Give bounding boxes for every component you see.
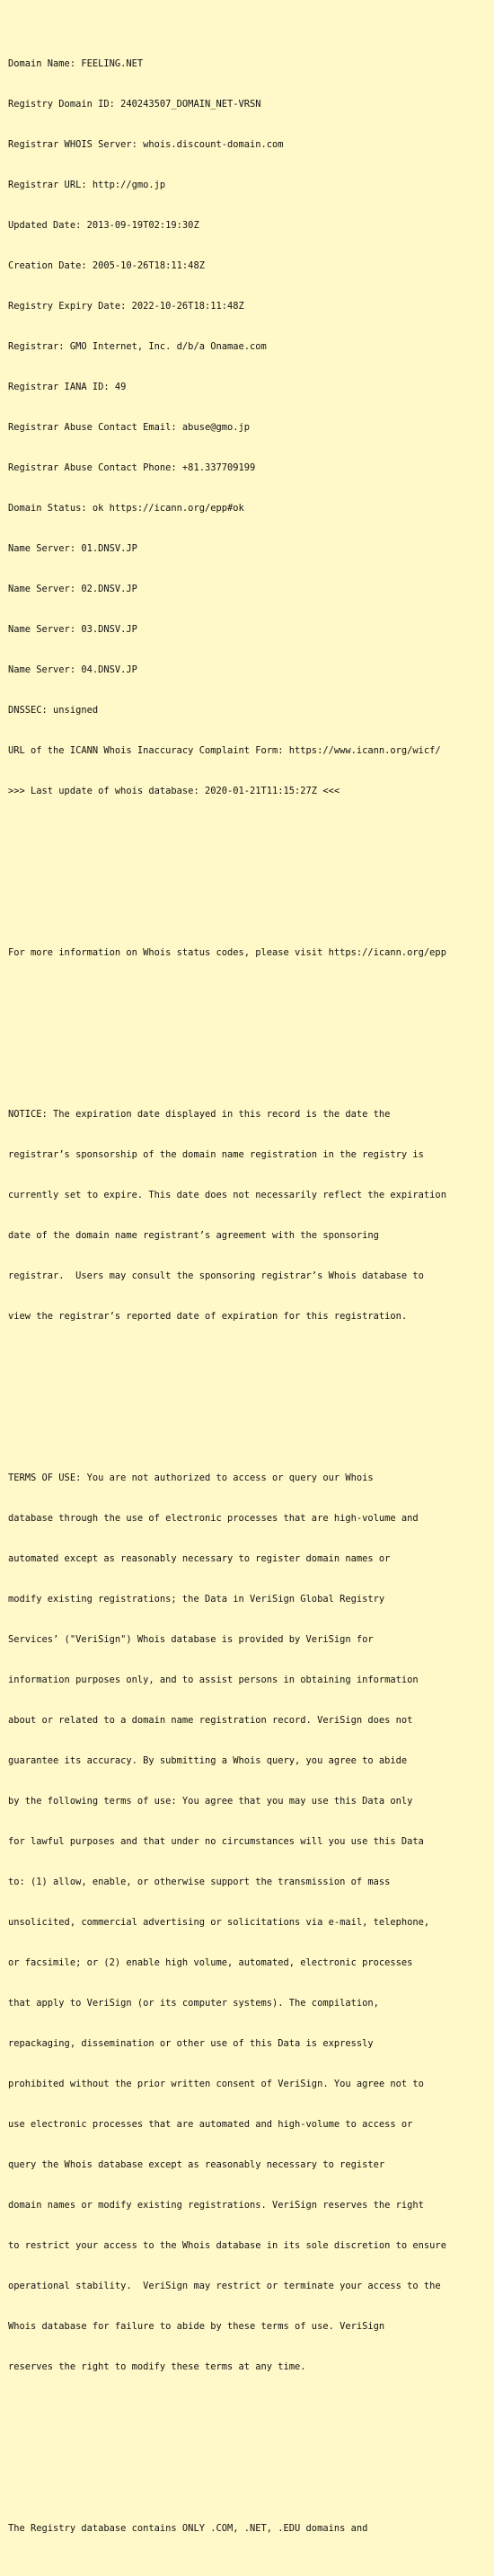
creation-date-line: Creation Date: 2005-10-26T18:11:48Z xyxy=(8,260,205,271)
notice-line: currently set to expire. This date does not necessarily reflect the expiration xyxy=(8,1190,446,1200)
terms-line: prohibited without the prior written consent of VeriSign. You agree not to xyxy=(8,2079,424,2089)
notice-line: registrar. Users may consult the sponsoring registrar’s Whois database to xyxy=(8,1270,424,1281)
terms-line: modify existing registrations; the Data in VeriSign Global Registry xyxy=(8,1594,385,1605)
abuse-contact-phone-line: Registrar Abuse Contact Phone: +81.337709199 xyxy=(8,462,256,473)
registry-scope-line: The Registry database contains ONLY .COM, .NET, .EDU domains and xyxy=(8,2523,368,2534)
terms-line: automated except as reasonably necessary to register domain names or xyxy=(8,1553,391,1564)
name-server-line: Name Server: 01.DNSV.JP xyxy=(8,543,137,554)
registrar-iana-id-line: Registrar IANA ID: 49 xyxy=(8,382,127,392)
dnssec-line: DNSSEC: unsigned xyxy=(8,705,99,716)
terms-of-use-block xyxy=(8,1445,494,2401)
terms-line: Whois database for failure to abide by these terms of use. VeriSign xyxy=(8,2321,385,2332)
name-server-line: Name Server: 04.DNSV.JP xyxy=(8,664,137,675)
notice-block xyxy=(8,1081,494,1350)
registry-expiry-date-line: Registry Expiry Date: 2022-10-26T18:11:48Z xyxy=(8,301,244,312)
registry-domain-id-line: Registry Domain ID: 240243507_DOMAIN_NET-VRSN xyxy=(8,99,261,110)
terms-line: by the following terms of use: You agree that you may use this Data only xyxy=(8,1796,413,1807)
registrar-whois-server-line: Registrar WHOIS Server: whois.discount-domain.com xyxy=(8,139,284,150)
abuse-contact-email-line: Registrar Abuse Contact Email: abuse@gmo.jp xyxy=(8,422,250,433)
terms-line: for lawful purposes and that under no circumstances will you use this Data xyxy=(8,1836,424,1847)
name-server-line: Name Server: 02.DNSV.JP xyxy=(8,584,137,594)
last-update-line: >>> Last update of whois database: 2020-01-21T11:15:27Z <<< xyxy=(8,786,340,796)
terms-line: about or related to a domain name registration record. VeriSign does not xyxy=(8,1715,413,1726)
terms-line: use electronic processes that are automated and high-volume to access or xyxy=(8,2119,413,2130)
terms-line: operational stability. VeriSign may restrict or terminate your access to the xyxy=(8,2281,441,2291)
registrar-line: Registrar: GMO Internet, Inc. d/b/a Onamae.com xyxy=(8,341,267,352)
terms-line: unsolicited, commercial advertising or solicitations via e-mail, telephone, xyxy=(8,1917,430,1928)
blank-line xyxy=(8,1027,494,1041)
registration-record-block xyxy=(8,31,494,825)
terms-line: database through the use of electronic processes that are high-volume and xyxy=(8,1513,419,1524)
updated-date-line: Updated Date: 2013-09-19T02:19:30Z xyxy=(8,220,199,231)
terms-line: to restrict your access to the Whois database in its sole discretion to ensure xyxy=(8,2240,446,2251)
notice-line: registrar’s sponsorship of the domain name registration in the registry is xyxy=(8,1149,424,1160)
blank-line xyxy=(8,866,494,879)
terms-line: guarantee its accuracy. By submitting a Whois query, you agree to abide xyxy=(8,1755,408,1766)
terms-line: domain names or modify existing registrations. VeriSign reserves the right xyxy=(8,2200,424,2211)
terms-line: to: (1) allow, enable, or otherwise support the transmission of mass xyxy=(8,1877,391,1887)
terms-line: Services’ ("VeriSign") Whois database is provided by VeriSign for xyxy=(8,1634,374,1645)
terms-line: or facsimile; or (2) enable high volume, automated, electronic processes xyxy=(8,1957,413,1968)
terms-line: TERMS OF USE: You are not authorized to access or query our Whois xyxy=(8,1473,374,1483)
notice-line: date of the domain name registrant’s agreement with the sponsoring xyxy=(8,1230,379,1241)
blank-line xyxy=(8,2441,494,2455)
terms-line: information purposes only, and to assist persons in obtaining information xyxy=(8,1675,419,1685)
status-info-block xyxy=(8,919,494,987)
terms-line: query the Whois database except as reasonably necessary to register xyxy=(8,2159,385,2170)
blank-line xyxy=(8,1391,494,1404)
notice-line: view the registrar’s reported date of expiration for this registration. xyxy=(8,1311,408,1322)
notice-line: NOTICE: The expiration date displayed in this record is the date the xyxy=(8,1109,391,1120)
name-server-line: Name Server: 03.DNSV.JP xyxy=(8,624,137,635)
domain-name-line: Domain Name: FEELING.NET xyxy=(8,58,144,69)
status-info-line: For more information on Whois status codes, please visit https://icann.org/epp xyxy=(8,947,446,958)
registrar-url-line: Registrar URL: http://gmo.jp xyxy=(8,180,166,190)
terms-line: that apply to VeriSign (or its computer systems). The compilation, xyxy=(8,1998,379,2009)
registry-scope-block xyxy=(8,2495,494,2563)
terms-line: reserves the right to modify these terms at any time. xyxy=(8,2361,306,2372)
terms-line: repackaging, dissemination or other use of this Data is expressly xyxy=(8,2038,374,2049)
icann-complaint-form-line: URL of the ICANN Whois Inaccuracy Complaint Form: https://www.icann.org/wicf/ xyxy=(8,745,441,756)
domain-status-line: Domain Status: ok https://icann.org/epp#ok xyxy=(8,503,244,514)
